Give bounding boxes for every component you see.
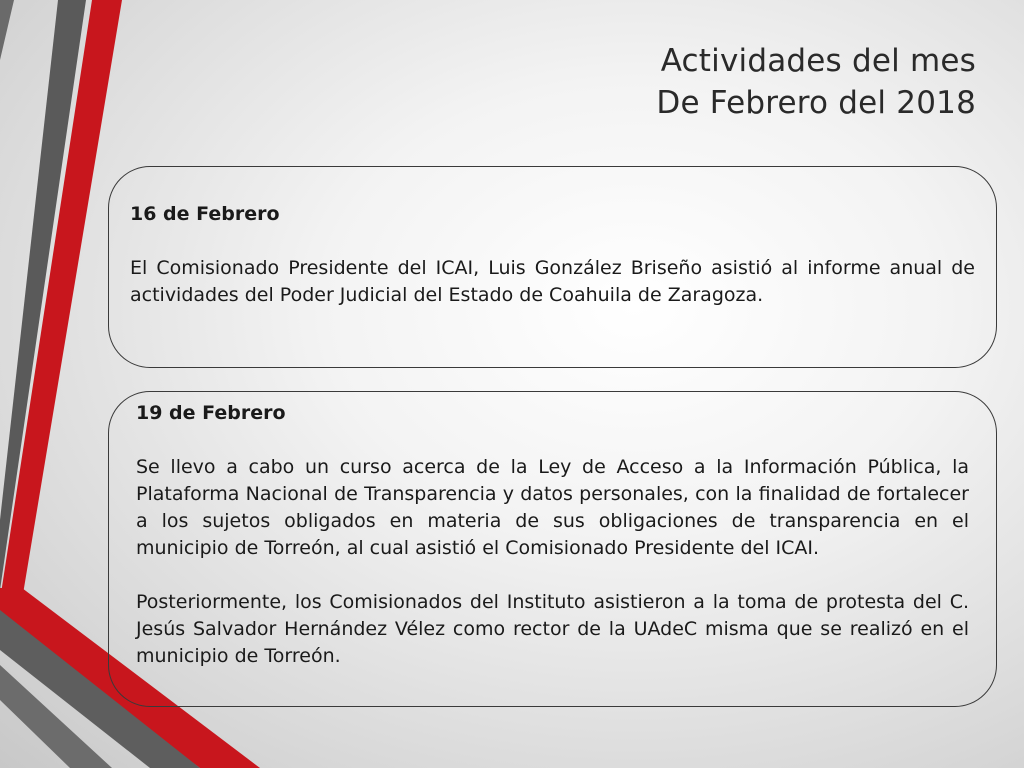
activity-description: El Comisionado Presidente del ICAI, Luis González Briseño asistió al informe anual de actividades del Poder Judicial del Estado de Coahuila de Zaragoza. (130, 257, 975, 306)
activity-date: 16 de Febrero (130, 203, 280, 225)
activity-card-1 (108, 166, 997, 368)
slide-title-line2: De Febrero del 2018 (656, 85, 976, 121)
slide-title-line1: Actividades del mes (660, 43, 976, 79)
activity-card-2 (108, 391, 997, 707)
activity-date: 19 de Febrero (136, 402, 286, 424)
activity-description: Se llevo a cabo un curso acerca de la Ley de Acceso a la Información Pública, la Plataforma Nacional de Transparencia y datos personales, con la finalidad de fortalecer a los sujetos obligados en materia de sus obligaciones de transparencia en el municipio de Torreón, al cual asistió el Comisionado Presidente del ICAI. (136, 456, 969, 559)
slide-title (656, 40, 976, 124)
gray-stripe-left (0, 0, 14, 400)
gray-stripe-tall (0, 0, 86, 590)
activity-description-followup: Posteriormente, los Comisionados del Instituto asistieron a la toma de protesta del C. Jesús Salvador Hernández Vélez como rector de la UAdeC misma que se realizó en el municipio de Torreón. (136, 591, 969, 667)
